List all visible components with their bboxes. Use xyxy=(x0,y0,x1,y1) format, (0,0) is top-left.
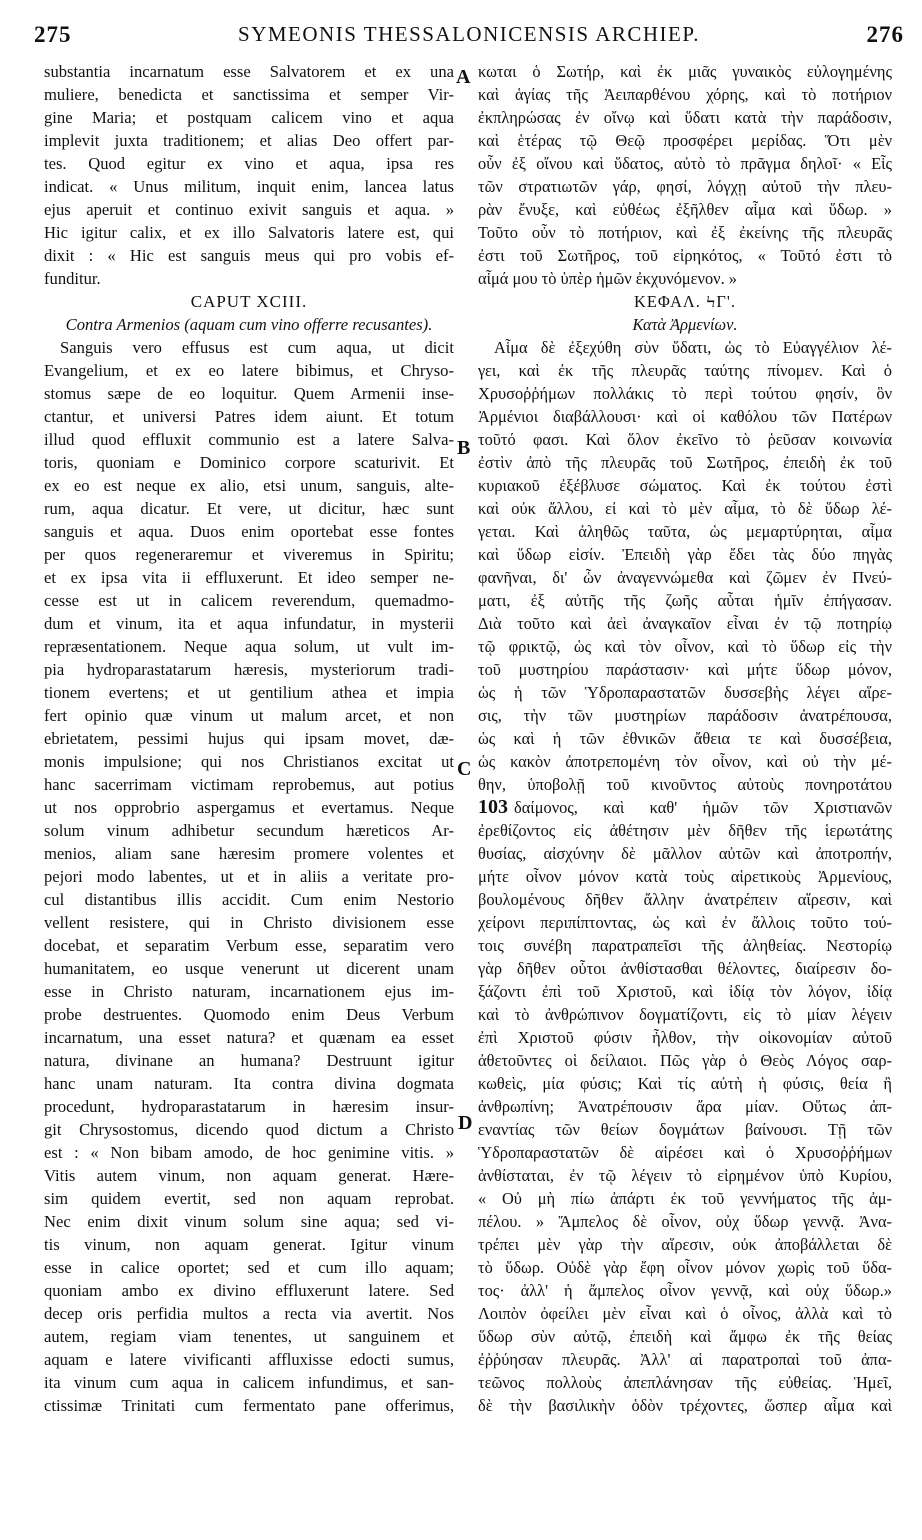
text-line: pejori modo labentes, ut et in aliis a veritate pro- xyxy=(44,867,454,886)
text-line: solum vinum adhibetur secundum hæreticos Ar- xyxy=(44,821,454,840)
text-line: Sanguis vero effusus est cum aqua, ut dicit xyxy=(60,338,454,357)
text-line: ejus aperuit et continuo exivit sanguis et aqua. » xyxy=(44,200,454,219)
greek-column xyxy=(478,60,892,1417)
text-line: tionem evertens; et ut gentilium athea et impia xyxy=(44,683,454,702)
text-line: ctissimæ Trinitati cum fermentato pane offerimus, xyxy=(44,1396,454,1415)
text-line: Ὑδροπαραστατῶν δὲ αἱρέσει καὶ ὁ Χρυσοῤῥήμων xyxy=(478,1143,892,1162)
running-title: SYMEONIS THESSALONICENSIS ARCHIEP. xyxy=(238,22,700,46)
text-line: Nec enim dixit vinum solum sine aqua; sed vi- xyxy=(44,1212,454,1231)
text-line: τοῦ μυστηρίου παράστασιν· καὶ μήτε ὕδωρ μόνον, xyxy=(478,660,892,679)
text-line: hanc sacerrimam victimam reprobemus, aut potius xyxy=(44,775,454,794)
text-line: quoniam ambo ex divino effluxerunt latere. Sed xyxy=(44,1281,454,1300)
section-marker-a: A xyxy=(456,66,471,88)
text-line: ita vinum cum aqua in calicem infundimus, et san- xyxy=(44,1373,454,1392)
text-line: ut nos opprobrio aspergamus et evertamus. Neque xyxy=(44,798,454,817)
running-header xyxy=(34,12,904,52)
text-line: cul distantibus illis accidit. Cum enim Nestorio xyxy=(44,890,454,909)
text-line: καὶ ἑτέρας τῷ Θεῷ προσφέρει μερίδας. Ὅτι μὲν xyxy=(478,131,892,150)
chapter-subtitle: Contra Armenios (aquam cum vino offerre recusantes). xyxy=(65,315,433,334)
text-line: indicat. « Unus militum, inquit enim, lancea latus xyxy=(44,177,454,196)
text-line: δὲ τὴν βασιλικὴν ὁδὸν τρέχοντες, ὥσπερ αἷμα καὶ xyxy=(478,1396,892,1415)
text-line: φανῆναι, δι' ὧν ἀναγεννώμεθα καὶ ζῶμεν ἐν Πνεύ- xyxy=(478,568,892,587)
text-line: Λοιπὸν ὀφείλει μὲν εἶναι καὶ ὁ οἶνος, ἀλλὰ καὶ τὸ xyxy=(478,1304,892,1323)
text-line: tis vinum, non aquam generat. Igitur vinum xyxy=(44,1235,454,1254)
text-line: esse in calice oportet; sed et cum illo aquam; xyxy=(44,1258,454,1277)
margin-number: 103 xyxy=(478,796,508,818)
text-line: θην, ὑποβολῇ τοῦ κινοῦντος αὐτοὺς πονηροτάτου xyxy=(478,775,892,794)
text-line: δαίμονος, καὶ καθ' ἡμῶν τῶν Χριστιανῶν xyxy=(514,798,892,817)
text-line: ὕδωρ σὺν αὐτῷ, ἐπειδὴ καὶ ἄμφω ἐκ τῆς θείας xyxy=(478,1327,892,1346)
section-marker-c: C xyxy=(457,758,472,780)
text-line: esse in Christo naturam, incarnationem ejus im- xyxy=(44,982,454,1001)
text-line: Αἷμα δὲ ἐξεχύθη σὺν ὕδατι, ὡς τὸ Εὐαγγέλιον λέ- xyxy=(494,338,892,357)
text-line: per quos regeneraremur et viveremus in Spiritu; xyxy=(44,545,454,564)
text-line: funditur. xyxy=(44,269,101,288)
text-line: natura, divinane an humana? Destruunt igitur xyxy=(44,1051,454,1070)
text-line: humanitatem, eo usque venerunt ut dicerent unam xyxy=(44,959,454,978)
text-line: aquam e latere vivificanti affluxisse edocti sumus, xyxy=(44,1350,454,1369)
text-line: καὶ τὸ ἀνθρώπινον δογματίζοντι, εἰς τὸ μίαν λέγειν xyxy=(478,1005,892,1024)
text-line: procedunt, hydroparastatarum in hæresim insur- xyxy=(44,1097,454,1116)
text-line: τοις συνέβη παρατραπεῖσι τῆς ἀληθείας. Νεστορίῳ xyxy=(478,936,892,955)
text-line: τεῶνος πολλοὺς ἀπεπλάνησαν τῆς εὐθείας. Ἡμεῖ, xyxy=(478,1373,892,1392)
text-line: τὸ ὕδωρ. Οὐδὲ γὰρ ἔφη οἶνον μόνον χωρὶς τοῦ ὕδα- xyxy=(478,1258,892,1277)
left-page-number: 275 xyxy=(34,22,72,47)
text-line: γεται. Καὶ ἀληθῶς ταῦτα, ὡς μεμαρτύρηται, αἷμα xyxy=(478,522,892,541)
text-line: rum, aqua dicatur. Et vere, ut dicitur, hæc sunt xyxy=(44,499,454,518)
text-line: κυριακοῦ ἐξέβλυσε σώματος. Καὶ ἐκ τούτου ἐστὶ xyxy=(478,476,892,495)
text-line: καὶ ὕδωρ εἰσίν. Ἐπειδὴ γὰρ ἔδει τὰς δύο πηγὰς xyxy=(478,545,892,564)
text-line: τος· ἀλλ' ἡ ἄμπελος οἶνον γεννᾷ, καὶ οὐχ ὕδωρ.» xyxy=(478,1281,892,1300)
text-line: Χρυσοῤῥήμων πολλάκις τὸ περὶ τούτου φησίν, ὃν xyxy=(478,384,892,403)
text-line: καὶ οὐκ ἄλλου, εἰ καὶ τὸ μὲν αἷμα, τὸ δὲ ὕδωρ λέ- xyxy=(478,499,892,518)
chapter-heading-greek: ΚΕΦΑΛ. ϞΓ'. xyxy=(634,292,736,311)
text-line: Evangelium, et ex eo latere bibimus, et Chryso- xyxy=(44,361,454,380)
text-line: κωθεὶς, μία φύσις; Καὶ τίς αὐτὴ ἡ φύσις, θεία ἢ xyxy=(478,1074,892,1093)
text-line: Vitis autem vinum, non aquam generat. Hære- xyxy=(44,1166,454,1185)
chapter-subtitle-greek: Κατὰ Ἀρμενίων. xyxy=(632,315,738,334)
text-line: καὶ ἁγίας τῆς Ἀειπαρθένου χόρης, καὶ τὸ ποτήριον xyxy=(478,85,892,104)
text-line: cesse est ut in calicem reverendum, quemadmo- xyxy=(44,591,454,610)
text-line: ξάζοντι ἐπὶ τοῦ Χριστοῦ, καὶ ἰδίᾳ τὸν λόγον, ἰδίᾳ xyxy=(478,982,892,1001)
text-line: γει, καὶ ἐκ τῆς πλευρᾶς ταύτης πίνομεν. Καὶ ὁ xyxy=(478,361,892,380)
text-line: hanc unam naturam. Ita contra divina dogmata xyxy=(44,1074,454,1093)
text-line: sanguis et aqua. Duos enim oportebat esse fontes xyxy=(44,522,454,541)
text-line: ὡς ἡ τῶν Ὑδροπαραστατῶν δυσσεβὴς λέγει αἵρε- xyxy=(478,683,892,702)
text-line: Hic igitur calix, et ex illo Salvatoris latere est, qui xyxy=(44,223,454,242)
text-line: dum et vinum, ita et aqua infundatur, in mysterii xyxy=(44,614,454,633)
latin-column xyxy=(44,60,454,1417)
text-line: ἐστι τοῦ Σωτῆρος, τοῦ εἰρηκότος, « Τοῦτό ἐστι τὸ xyxy=(478,246,892,265)
text-line: monis impulsione; qui nos Christianos excitat ut xyxy=(44,752,454,771)
text-line: ἐρεθίζοντος εἰς ἀθέτησιν μὲν δῆθεν τῆς ἱερωτάτης xyxy=(478,821,892,840)
text-line: τῷ φρικτῷ, ὡς καὶ τὸν οἶνον, καὶ τὸ ὕδωρ εἰς τὴν xyxy=(478,637,892,656)
text-line: decep oris perfidia multos a recta via avertit. Nos xyxy=(44,1304,454,1323)
text-line: χείρονι περιπίπτοντας, ὡς καὶ ἐν ἄλλοις τοῦτο τού- xyxy=(478,913,892,932)
text-line: Ἀρμένιοι διαβάλλουσι· καὶ οἱ καθόλου τῶν Πατέρων xyxy=(478,407,892,426)
text-line: gine Maria; et postquam calicem vino et aqua xyxy=(44,108,454,127)
section-marker-b: B xyxy=(457,437,471,459)
text-line: εναντίας τῶν θείων δογμάτων βαίνουσι. Τῇ τῶν xyxy=(478,1120,892,1139)
text-line: ἐπὶ Χριστοῦ φύσιν ἦλθον, τὴν οἰκονομίαν αὐτοῦ xyxy=(478,1028,892,1047)
text-line: ἐστὶν ἀπὸ τῆς πλευρᾶς τοῦ Σωτῆρος, ἐπειδὴ ἐκ τοῦ xyxy=(478,453,892,472)
text-line: ebrietatem, pessimi hujus qui ipsam movet, dæ- xyxy=(44,729,454,748)
text-line: fert opinio quæ vinum ut malum arcet, et non xyxy=(44,706,454,725)
text-line: γὰρ δῆθεν οὗτοι ἀνθίστασθαι θέλοντες, διαίρεσιν δο- xyxy=(478,959,892,978)
text-line: ρὰν ἔνυξε, καὶ εὐθέως ἐξῆλθεν αἷμα καὶ ὕδωρ. » xyxy=(478,200,892,219)
text-line: ἀνθίσταται, ἐν τῷ λέγειν τὸ εἰρημένον ὑπὸ Κυρίου, xyxy=(478,1166,892,1185)
text-line: illud quod effluxit communio est a latere Salva- xyxy=(44,430,454,449)
text-line: implevit juxta traditionem; et alias Deo offert par- xyxy=(44,131,454,150)
text-line: probe destruentes. Quomodo enim Deus Verbum xyxy=(44,1005,454,1024)
text-line: incarnatum, una esset natura? et quænam ea esset xyxy=(44,1028,454,1047)
text-line: σις, τὴν τῶν μυστηρίων παράδοσιν ἀνατρέπουσα, xyxy=(478,706,892,725)
chapter-heading: CAPUT XCIII. xyxy=(190,292,308,311)
text-line: οὖν ἐξ οἴνου καὶ ὕδατος, αὐτὸ τὸ πρᾶγμα δηλοῖ· « Εἷς xyxy=(478,154,892,173)
text-line: κωται ὁ Σωτήρ, καὶ ἐκ μιᾶς γυναικὸς εὐλογημένης xyxy=(478,62,892,81)
text-line: πέλου. » Ἄμπελος δὲ οἶνον, οὐχ ὕδωρ γεννᾷ. Ἀνα- xyxy=(478,1212,892,1231)
text-line: ἀθετοῦντες οἱ δείλαιοι. Πῶς γὰρ ὁ Θεὸς Λόγος σαρ- xyxy=(478,1051,892,1070)
text-line: ὡς καὶ ἡ τῶν ἐθνικῶν ἄθεια τε καὶ δυσσέβεια, xyxy=(478,729,892,748)
text-line: τῶν στρατιωτῶν γάρ, φησί, λόγχῃ αὐτοῦ τὴν πλευ- xyxy=(478,177,892,196)
text-line: autem, regiam viam tenentes, ut sanguinem et xyxy=(44,1327,454,1346)
text-line: git Chrysostomus, dicendo quod dictum a Christo xyxy=(44,1120,454,1139)
text-line: stomus sæpe de eo loquitur. Quem Armenii inse- xyxy=(44,384,454,403)
text-line: ἐκπληρώσας ἐν οἴνῳ καὶ ὕδατι κατὰ τὴν παράδοσιν, xyxy=(478,108,892,127)
text-line: ex eo est neque ex alio, etsi unum, sanguis, alte- xyxy=(44,476,454,495)
text-line: θυσίας, αἰσχύνην δὲ μᾶλλον αὐτῶν καὶ ἀποτροπήν, xyxy=(478,844,892,863)
section-marker-d: D xyxy=(458,1112,473,1134)
text-line: ἀνθρωπίνη; Ἀνατρέπουσιν ἄρα μίαν. Οὕτως ἀπ- xyxy=(478,1097,892,1116)
text-line: repræsentationem. Neque aqua solum, ut vult im- xyxy=(44,637,454,656)
text-line: muliere, benedicta et sanctissima et semper Vir- xyxy=(44,85,454,104)
text-line: substantia incarnatum esse Salvatorem et ex una xyxy=(44,62,454,81)
text-line: toris, quoniam e Dominico corpore scaturivit. Et xyxy=(44,453,454,472)
text-line-with-number xyxy=(478,796,892,819)
text-line: pia hydroparastatarum hæresis, mysteriorum tradi- xyxy=(44,660,454,679)
text-line: Τοῦτο οὖν τὸ ποτήριον, καὶ ἐξ ἐκείνης τῆς πλευρᾶς xyxy=(478,223,892,242)
text-line: βουλομένους δῆθεν ἄλλην ἀνατρέπειν αἵρεσιν, καὶ xyxy=(478,890,892,909)
text-line: ματι, ἐξ αὐτῆς τῆς ζωῆς αὗται ἡμῖν ἐπήγασαν. xyxy=(478,591,892,610)
text-line: est : « Non bibam amodo, de hoc genimine vitis. » xyxy=(44,1143,454,1162)
text-line: ὡς κακὸν ἀποτρεπομένη τὸν οἶνον, καὶ οὐ τὴν μέ- xyxy=(478,752,892,771)
right-page-number: 276 xyxy=(866,22,904,47)
text-line: ctantur, et universi Patres idem aiunt. Et totum xyxy=(44,407,454,426)
text-line: et ex ipsa vita ii effluxerunt. Et ideo semper ne- xyxy=(44,568,454,587)
text-line: αἷμά μου τὸ ὑπὲρ ἡμῶν ἐκχυνόμενον. » xyxy=(478,269,737,288)
text-line: tes. Quod egitur ex vino et aqua, ipsa res xyxy=(44,154,454,173)
text-line: docebat, et separatim Verbum esse, separatim vero xyxy=(44,936,454,955)
text-line: sim quidem evertit, sed non aquam reprobat. xyxy=(44,1189,454,1208)
text-line: ἐῤῥύησαν πλευρᾶς. Ἀλλ' αἱ παρατροπαὶ τοῦ ἀπα- xyxy=(478,1350,892,1369)
text-line: τοῦτό φασι. Καὶ ὅλον ἐκεῖνο τὸ ῥεῦσαν κοινωνία xyxy=(478,430,892,449)
text-line: τρέπει μὲν γὰρ τὴν αἵρεσιν, οὐκ ἀποβάλλεται δὲ xyxy=(478,1235,892,1254)
text-line: Διὰ τοῦτο καὶ ἀεὶ ἀναγκαῖον εἶναι ἐν τῷ ποτηρίῳ xyxy=(478,614,892,633)
text-line: dixit : « Hic est sanguis meus qui pro vobis ef- xyxy=(44,246,454,265)
text-line: « Οὐ μὴ πίω ἀπάρτι ἐκ τοῦ γεννήματος τῆς ἀμ- xyxy=(478,1189,892,1208)
text-line: μήτε οἶνον μόνον κατὰ τοὺς αἱρετικοὺς Ἀρμενίους, xyxy=(478,867,892,886)
text-line: vellent resistere, qui in Christo divisionem esse xyxy=(44,913,454,932)
text-line: menios, aliam sane hæresim promere volentes et xyxy=(44,844,454,863)
